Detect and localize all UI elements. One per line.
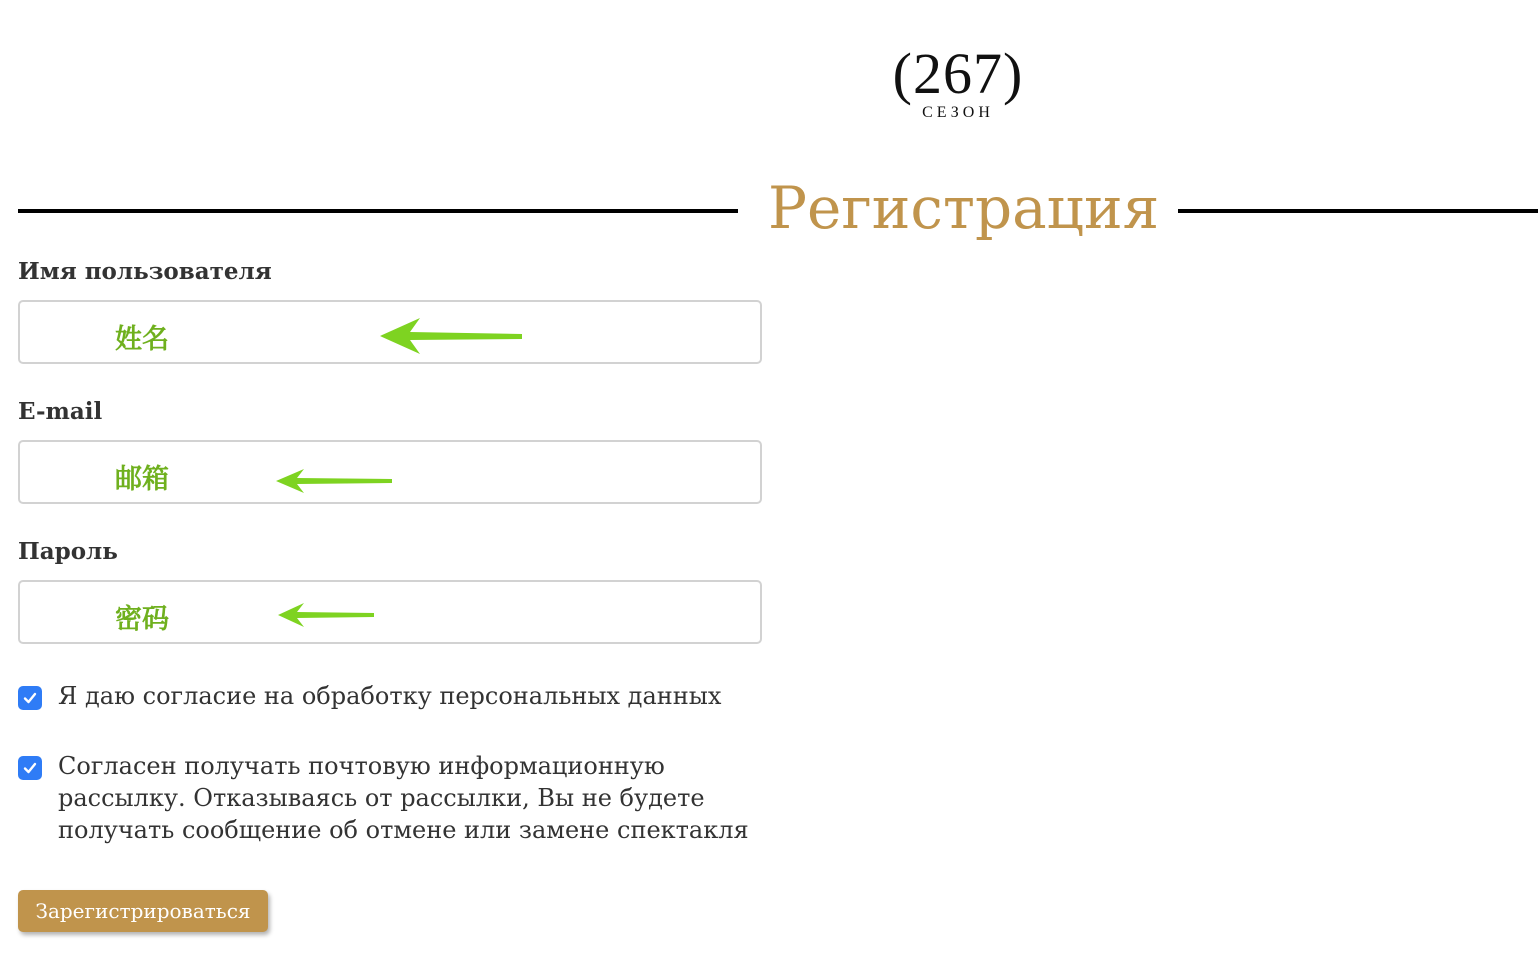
password-input[interactable] — [18, 580, 762, 644]
password-label: Пароль — [18, 538, 118, 565]
email-field[interactable] — [18, 440, 762, 504]
consent-row — [18, 680, 768, 712]
checkmark-icon — [22, 760, 38, 776]
title-divider-left — [18, 209, 738, 213]
title-divider-right — [1178, 209, 1538, 213]
consent-label: Я даю согласие на обработку персональных данных — [58, 682, 722, 710]
logo-season-label: СЕЗОН — [922, 104, 994, 121]
username-value: 姓名 — [115, 324, 169, 355]
password-value: 密码 — [115, 604, 169, 635]
consent-checkbox[interactable] — [18, 686, 42, 710]
newsletter-checkbox[interactable] — [18, 756, 42, 780]
theatre-logo[interactable] — [880, 41, 1036, 122]
username-input[interactable] — [18, 300, 762, 364]
page-title: Регистрация — [768, 174, 1160, 242]
newsletter-label: Согласен получать почтовую информационную рассылку. Отказываясь от рассылки, Вы не будете получать сообщение об отмене или замене спектакля — [58, 752, 749, 844]
arrow-left-icon — [276, 600, 376, 630]
arrow-left-icon — [274, 466, 394, 496]
logo-season-number: (267) — [892, 41, 1024, 106]
email-label: E-mail — [18, 398, 103, 425]
email-value: 邮箱 — [115, 464, 169, 495]
register-button[interactable]: Зарегистрироваться — [18, 890, 268, 932]
checkmark-icon — [22, 690, 38, 706]
arrow-left-icon — [376, 316, 526, 356]
username-label: Имя пользователя — [18, 258, 272, 285]
newsletter-row — [18, 750, 768, 846]
